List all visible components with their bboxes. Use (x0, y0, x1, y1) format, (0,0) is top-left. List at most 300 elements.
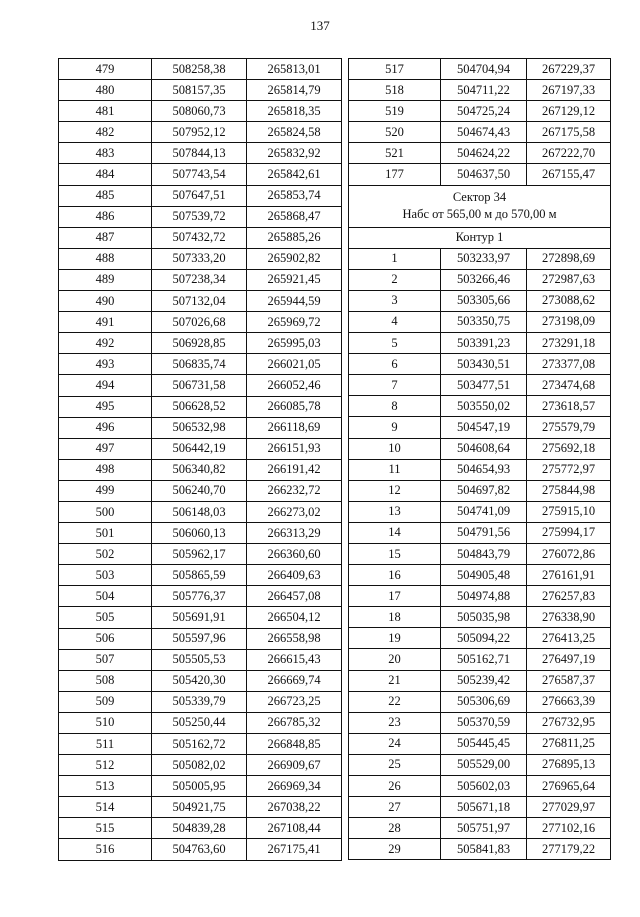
table-row (59, 291, 342, 312)
x-coordinate-cell: 504843,79 (441, 543, 527, 564)
sector-header-row (349, 185, 611, 227)
table-row (59, 333, 342, 354)
table-row (59, 227, 342, 248)
x-coordinate-cell: 504654,93 (441, 459, 527, 480)
x-coordinate-cell: 504741,09 (441, 501, 527, 522)
table-row (59, 523, 342, 544)
table-row (59, 122, 342, 143)
y-coordinate-cell: 266785,32 (247, 712, 342, 733)
table-row (349, 290, 611, 311)
point-number-cell: 22 (349, 691, 441, 712)
x-coordinate-cell: 505162,72 (152, 734, 247, 755)
y-coordinate-cell: 266558,98 (247, 628, 342, 649)
table-row (59, 375, 342, 396)
y-coordinate-cell: 266191,42 (247, 459, 342, 480)
table-row (349, 80, 611, 101)
table-row (349, 480, 611, 501)
y-coordinate-cell: 266021,05 (247, 354, 342, 375)
x-coordinate-cell: 505162,71 (441, 649, 527, 670)
x-coordinate-cell: 505505,53 (152, 649, 247, 670)
table-row (349, 776, 611, 797)
point-number-cell: 489 (59, 269, 152, 290)
x-coordinate-cell: 507844,13 (152, 143, 247, 164)
point-number-cell: 16 (349, 565, 441, 586)
x-coordinate-cell: 504711,22 (441, 80, 527, 101)
table-row (349, 311, 611, 332)
point-number-cell: 1 (349, 248, 441, 269)
point-number-cell: 10 (349, 438, 441, 459)
x-coordinate-cell: 505865,59 (152, 565, 247, 586)
point-number-cell: 9 (349, 417, 441, 438)
point-number-cell: 18 (349, 607, 441, 628)
y-coordinate-cell: 276072,86 (527, 543, 611, 564)
x-coordinate-cell: 504637,50 (441, 164, 527, 185)
table-row (59, 797, 342, 818)
point-number-cell: 482 (59, 122, 152, 143)
x-coordinate-cell: 504921,75 (152, 797, 247, 818)
x-coordinate-cell: 503550,02 (441, 396, 527, 417)
point-number-cell: 517 (349, 59, 441, 80)
y-coordinate-cell: 275994,17 (527, 522, 611, 543)
y-coordinate-cell: 265944,59 (247, 291, 342, 312)
table-row (59, 164, 342, 185)
contour-header-row (349, 227, 611, 248)
y-coordinate-cell: 273198,09 (527, 311, 611, 332)
y-coordinate-cell: 266085,78 (247, 396, 342, 417)
table-row (349, 522, 611, 543)
table-row (349, 333, 611, 354)
y-coordinate-cell: 265813,01 (247, 59, 342, 80)
table-row (349, 733, 611, 754)
coordinates-table-left (58, 58, 342, 861)
x-coordinate-cell: 505841,83 (441, 839, 527, 860)
page-number: 137 (310, 18, 330, 33)
x-coordinate-cell: 506240,70 (152, 480, 247, 501)
y-coordinate-cell: 273088,62 (527, 290, 611, 311)
table-row (349, 143, 611, 164)
x-coordinate-cell: 506928,85 (152, 333, 247, 354)
x-coordinate-cell: 505239,42 (441, 670, 527, 691)
y-coordinate-cell: 276895,13 (527, 754, 611, 775)
table-row (59, 396, 342, 417)
point-number-cell: 503 (59, 565, 152, 586)
x-coordinate-cell: 505339,79 (152, 691, 247, 712)
x-coordinate-cell: 507743,54 (152, 164, 247, 185)
y-coordinate-cell: 276497,19 (527, 649, 611, 670)
y-coordinate-cell: 266457,08 (247, 586, 342, 607)
table-row (59, 818, 342, 839)
table-row (349, 354, 611, 375)
point-number-cell: 485 (59, 185, 152, 206)
point-number-cell: 483 (59, 143, 152, 164)
point-number-cell: 511 (59, 734, 152, 755)
x-coordinate-cell: 505094,22 (441, 628, 527, 649)
x-coordinate-cell: 504674,43 (441, 122, 527, 143)
y-coordinate-cell: 276338,90 (527, 607, 611, 628)
x-coordinate-cell: 505082,02 (152, 755, 247, 776)
table-row (59, 269, 342, 290)
y-coordinate-cell: 267175,58 (527, 122, 611, 143)
x-coordinate-cell: 503391,23 (441, 333, 527, 354)
x-coordinate-cell: 506835,74 (152, 354, 247, 375)
point-number-cell: 514 (59, 797, 152, 818)
y-coordinate-cell: 265885,26 (247, 227, 342, 248)
x-coordinate-cell: 503266,46 (441, 269, 527, 290)
y-coordinate-cell: 266723,25 (247, 691, 342, 712)
x-coordinate-cell: 504725,24 (441, 101, 527, 122)
point-number-cell: 502 (59, 544, 152, 565)
x-coordinate-cell: 507132,04 (152, 291, 247, 312)
point-number-cell: 504 (59, 586, 152, 607)
point-number-cell: 520 (349, 122, 441, 143)
x-coordinate-cell: 504839,28 (152, 818, 247, 839)
point-number-cell: 28 (349, 818, 441, 839)
x-coordinate-cell: 505250,44 (152, 712, 247, 733)
x-coordinate-cell: 504974,88 (441, 586, 527, 607)
table-row (59, 586, 342, 607)
point-number-cell: 26 (349, 776, 441, 797)
x-coordinate-cell: 504697,82 (441, 480, 527, 501)
point-number-cell: 498 (59, 459, 152, 480)
table-row (59, 649, 342, 670)
x-coordinate-cell: 505776,37 (152, 586, 247, 607)
y-coordinate-cell: 266615,43 (247, 649, 342, 670)
y-coordinate-cell: 277179,22 (527, 839, 611, 860)
table-row (349, 122, 611, 143)
table-row (59, 839, 342, 860)
y-coordinate-cell: 273474,68 (527, 375, 611, 396)
point-number-cell: 4 (349, 311, 441, 332)
x-coordinate-cell: 504704,94 (441, 59, 527, 80)
point-number-cell: 484 (59, 164, 152, 185)
sector-subtitle: Набс от 565,00 м до 570,00 м (402, 207, 557, 222)
table-row (349, 818, 611, 839)
x-coordinate-cell: 507026,68 (152, 312, 247, 333)
y-coordinate-cell: 267155,47 (527, 164, 611, 185)
point-number-cell: 27 (349, 797, 441, 818)
point-number-cell: 488 (59, 248, 152, 269)
table-row (59, 59, 342, 80)
sector-title: Сектор 34 (452, 190, 507, 205)
point-number-cell: 497 (59, 438, 152, 459)
x-coordinate-cell: 504763,60 (152, 839, 247, 860)
x-coordinate-cell: 506442,19 (152, 438, 247, 459)
point-number-cell: 505 (59, 607, 152, 628)
y-coordinate-cell: 275844,98 (527, 480, 611, 501)
point-number-cell: 479 (59, 59, 152, 80)
point-number-cell: 494 (59, 375, 152, 396)
y-coordinate-cell: 265969,72 (247, 312, 342, 333)
point-number-cell: 492 (59, 333, 152, 354)
point-number-cell: 23 (349, 712, 441, 733)
point-number-cell: 12 (349, 480, 441, 501)
x-coordinate-cell: 506532,98 (152, 417, 247, 438)
table-row (59, 312, 342, 333)
table-row (349, 375, 611, 396)
table-row (59, 101, 342, 122)
y-coordinate-cell: 273377,08 (527, 354, 611, 375)
table-row (59, 691, 342, 712)
table-row (349, 248, 611, 269)
table-row (349, 459, 611, 480)
point-number-cell: 516 (59, 839, 152, 860)
y-coordinate-cell: 276413,25 (527, 628, 611, 649)
y-coordinate-cell: 266909,67 (247, 755, 342, 776)
y-coordinate-cell: 265921,45 (247, 269, 342, 290)
table-row (349, 396, 611, 417)
x-coordinate-cell: 505751,97 (441, 818, 527, 839)
y-coordinate-cell: 276965,64 (527, 776, 611, 797)
point-number-cell: 507 (59, 649, 152, 670)
y-coordinate-cell: 265868,47 (247, 206, 342, 227)
point-number-cell: 506 (59, 628, 152, 649)
x-coordinate-cell: 508258,38 (152, 59, 247, 80)
table-row (349, 269, 611, 290)
x-coordinate-cell: 507952,12 (152, 122, 247, 143)
table-row (349, 164, 611, 185)
table-row (59, 248, 342, 269)
y-coordinate-cell: 267175,41 (247, 839, 342, 860)
y-coordinate-cell: 266360,60 (247, 544, 342, 565)
x-coordinate-cell: 507647,51 (152, 185, 247, 206)
table-row (349, 712, 611, 733)
y-coordinate-cell: 265832,92 (247, 143, 342, 164)
table-row (59, 206, 342, 227)
y-coordinate-cell: 276161,91 (527, 565, 611, 586)
point-number-cell: 491 (59, 312, 152, 333)
point-number-cell: 499 (59, 480, 152, 501)
x-coordinate-cell: 507432,72 (152, 227, 247, 248)
y-coordinate-cell: 266313,29 (247, 523, 342, 544)
contour-title: Контур 1 (349, 227, 611, 248)
table-row (349, 628, 611, 649)
point-number-cell: 2 (349, 269, 441, 290)
y-coordinate-cell: 266409,63 (247, 565, 342, 586)
x-coordinate-cell: 504608,64 (441, 438, 527, 459)
table-row (349, 586, 611, 607)
table-row (59, 80, 342, 101)
point-number-cell: 25 (349, 754, 441, 775)
y-coordinate-cell: 266504,12 (247, 607, 342, 628)
y-coordinate-cell: 272898,69 (527, 248, 611, 269)
table-row (59, 670, 342, 691)
table-row (349, 670, 611, 691)
point-number-cell: 29 (349, 839, 441, 860)
y-coordinate-cell: 265853,74 (247, 185, 342, 206)
x-coordinate-cell: 505445,45 (441, 733, 527, 754)
table-row (59, 185, 342, 206)
table-row (349, 417, 611, 438)
table-row (349, 543, 611, 564)
x-coordinate-cell: 506340,82 (152, 459, 247, 480)
x-coordinate-cell: 506628,52 (152, 396, 247, 417)
x-coordinate-cell: 505671,18 (441, 797, 527, 818)
sector-header-cell (349, 185, 611, 227)
point-number-cell: 513 (59, 776, 152, 797)
y-coordinate-cell: 266273,02 (247, 501, 342, 522)
table-row (59, 143, 342, 164)
point-number-cell: 496 (59, 417, 152, 438)
y-coordinate-cell: 275579,79 (527, 417, 611, 438)
x-coordinate-cell: 505005,95 (152, 776, 247, 797)
table-row (59, 755, 342, 776)
x-coordinate-cell: 504791,56 (441, 522, 527, 543)
table-row (59, 565, 342, 586)
x-coordinate-cell: 503233,97 (441, 248, 527, 269)
y-coordinate-cell: 275692,18 (527, 438, 611, 459)
y-coordinate-cell: 272987,63 (527, 269, 611, 290)
y-coordinate-cell: 273291,18 (527, 333, 611, 354)
table-row (349, 101, 611, 122)
table-row (59, 712, 342, 733)
table-row (349, 607, 611, 628)
y-coordinate-cell: 276732,95 (527, 712, 611, 733)
point-number-cell: 490 (59, 291, 152, 312)
y-coordinate-cell: 276663,39 (527, 691, 611, 712)
y-coordinate-cell: 277102,16 (527, 818, 611, 839)
point-number-cell: 20 (349, 649, 441, 670)
x-coordinate-cell: 505602,03 (441, 776, 527, 797)
table-row (59, 459, 342, 480)
point-number-cell: 13 (349, 501, 441, 522)
y-coordinate-cell: 265814,79 (247, 80, 342, 101)
point-number-cell: 509 (59, 691, 152, 712)
point-number-cell: 487 (59, 227, 152, 248)
table-row (59, 544, 342, 565)
x-coordinate-cell: 506148,03 (152, 501, 247, 522)
y-coordinate-cell: 267129,12 (527, 101, 611, 122)
table-row (349, 565, 611, 586)
x-coordinate-cell: 503305,66 (441, 290, 527, 311)
point-number-cell: 519 (349, 101, 441, 122)
point-number-cell: 15 (349, 543, 441, 564)
x-coordinate-cell: 506060,13 (152, 523, 247, 544)
point-number-cell: 480 (59, 80, 152, 101)
x-coordinate-cell: 505529,00 (441, 754, 527, 775)
point-number-cell: 7 (349, 375, 441, 396)
point-number-cell: 5 (349, 333, 441, 354)
point-number-cell: 500 (59, 501, 152, 522)
point-number-cell: 510 (59, 712, 152, 733)
point-number-cell: 495 (59, 396, 152, 417)
y-coordinate-cell: 275772,97 (527, 459, 611, 480)
point-number-cell: 11 (349, 459, 441, 480)
point-number-cell: 521 (349, 143, 441, 164)
point-number-cell: 493 (59, 354, 152, 375)
x-coordinate-cell: 503350,75 (441, 311, 527, 332)
point-number-cell: 14 (349, 522, 441, 543)
point-number-cell: 6 (349, 354, 441, 375)
x-coordinate-cell: 507539,72 (152, 206, 247, 227)
y-coordinate-cell: 266848,85 (247, 734, 342, 755)
y-coordinate-cell: 275915,10 (527, 501, 611, 522)
x-coordinate-cell: 505597,96 (152, 628, 247, 649)
table-row (59, 438, 342, 459)
x-coordinate-cell: 505420,30 (152, 670, 247, 691)
table-row (349, 797, 611, 818)
point-number-cell: 8 (349, 396, 441, 417)
y-coordinate-cell: 267108,44 (247, 818, 342, 839)
x-coordinate-cell: 504624,22 (441, 143, 527, 164)
y-coordinate-cell: 266052,46 (247, 375, 342, 396)
table-row (59, 480, 342, 501)
y-coordinate-cell: 266969,34 (247, 776, 342, 797)
table-row (59, 628, 342, 649)
x-coordinate-cell: 505035,98 (441, 607, 527, 628)
y-coordinate-cell: 276257,83 (527, 586, 611, 607)
coordinates-table-right (348, 58, 611, 860)
x-coordinate-cell: 503430,51 (441, 354, 527, 375)
x-coordinate-cell: 503477,51 (441, 375, 527, 396)
y-coordinate-cell: 266232,72 (247, 480, 342, 501)
point-number-cell: 515 (59, 818, 152, 839)
x-coordinate-cell: 505691,91 (152, 607, 247, 628)
y-coordinate-cell: 267222,70 (527, 143, 611, 164)
x-coordinate-cell: 504547,19 (441, 417, 527, 438)
point-number-cell: 3 (349, 290, 441, 311)
y-coordinate-cell: 266669,74 (247, 670, 342, 691)
point-number-cell: 486 (59, 206, 152, 227)
y-coordinate-cell: 265818,35 (247, 101, 342, 122)
x-coordinate-cell: 507333,20 (152, 248, 247, 269)
y-coordinate-cell: 267197,33 (527, 80, 611, 101)
point-number-cell: 481 (59, 101, 152, 122)
point-number-cell: 24 (349, 733, 441, 754)
point-number-cell: 177 (349, 164, 441, 185)
x-coordinate-cell: 506731,58 (152, 375, 247, 396)
y-coordinate-cell: 266118,69 (247, 417, 342, 438)
y-coordinate-cell: 267229,37 (527, 59, 611, 80)
table-row (349, 501, 611, 522)
y-coordinate-cell: 265824,58 (247, 122, 342, 143)
point-number-cell: 21 (349, 670, 441, 691)
table-row (59, 776, 342, 797)
table-row (349, 438, 611, 459)
point-number-cell: 19 (349, 628, 441, 649)
table-row (349, 839, 611, 860)
table-row (349, 691, 611, 712)
x-coordinate-cell: 505962,17 (152, 544, 247, 565)
table-row (349, 649, 611, 670)
y-coordinate-cell: 276811,25 (527, 733, 611, 754)
y-coordinate-cell: 267038,22 (247, 797, 342, 818)
point-number-cell: 501 (59, 523, 152, 544)
point-number-cell: 508 (59, 670, 152, 691)
x-coordinate-cell: 508157,35 (152, 80, 247, 101)
table-row (59, 734, 342, 755)
point-number-cell: 512 (59, 755, 152, 776)
point-number-cell: 17 (349, 586, 441, 607)
y-coordinate-cell: 277029,97 (527, 797, 611, 818)
table-row (349, 754, 611, 775)
x-coordinate-cell: 504905,48 (441, 565, 527, 586)
x-coordinate-cell: 507238,34 (152, 269, 247, 290)
y-coordinate-cell: 265902,82 (247, 248, 342, 269)
y-coordinate-cell: 265842,61 (247, 164, 342, 185)
y-coordinate-cell: 266151,93 (247, 438, 342, 459)
table-row (59, 354, 342, 375)
point-number-cell: 518 (349, 80, 441, 101)
table-row (59, 607, 342, 628)
table-row (59, 417, 342, 438)
y-coordinate-cell: 265995,03 (247, 333, 342, 354)
x-coordinate-cell: 505370,59 (441, 712, 527, 733)
table-row (349, 59, 611, 80)
y-coordinate-cell: 273618,57 (527, 396, 611, 417)
x-coordinate-cell: 505306,69 (441, 691, 527, 712)
x-coordinate-cell: 508060,73 (152, 101, 247, 122)
y-coordinate-cell: 276587,37 (527, 670, 611, 691)
